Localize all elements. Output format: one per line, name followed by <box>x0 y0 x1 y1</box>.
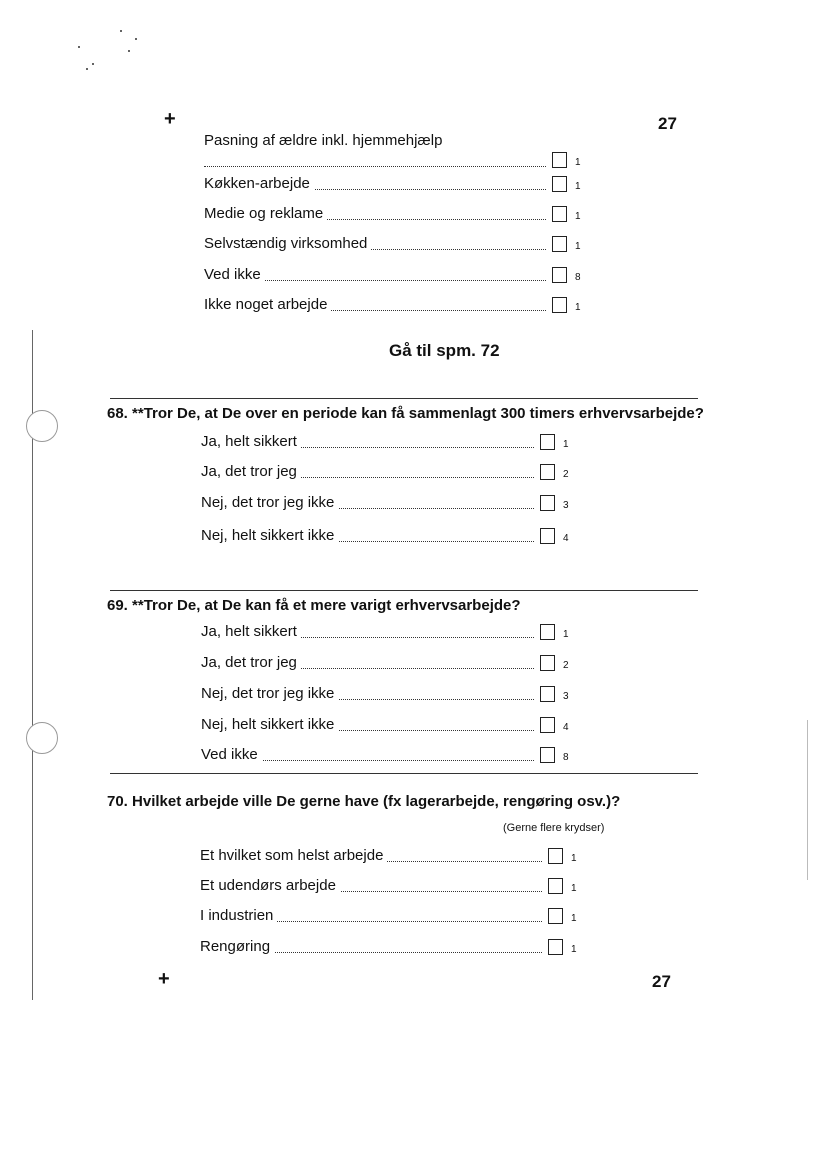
answer-code: 4 <box>563 533 569 544</box>
scan-speck <box>135 38 137 40</box>
option-row[interactable] <box>201 746 570 768</box>
option-row[interactable] <box>204 132 582 168</box>
option-label: Ikke noget arbejde <box>204 296 331 313</box>
answer-code: 8 <box>575 272 581 283</box>
option-label: Nej, det tror jeg ikke <box>201 494 338 511</box>
option-row[interactable] <box>204 266 582 288</box>
option-label: Køkken-arbejde <box>204 175 314 192</box>
option-row[interactable] <box>201 463 570 485</box>
option-row[interactable] <box>201 433 570 455</box>
answer-code: 1 <box>575 211 581 222</box>
divider-rule <box>110 590 698 591</box>
answer-code: 1 <box>571 913 577 924</box>
answer-code: 1 <box>571 853 577 864</box>
answer-code: 1 <box>575 241 581 252</box>
option-row[interactable] <box>200 938 578 960</box>
scan-speck <box>86 68 88 70</box>
checkbox[interactable] <box>548 878 563 894</box>
scan-speck <box>78 46 80 48</box>
page-number-top: 27 <box>658 114 677 133</box>
option-row[interactable] <box>204 235 582 257</box>
option-label: Et hvilket som helst arbejde <box>200 847 387 864</box>
binder-hole-top <box>26 410 58 442</box>
option-row[interactable] <box>204 205 582 227</box>
binder-hole-bottom <box>26 722 58 754</box>
question-69-title: 69. **Tror De, at De kan få et mere varigt erhvervsarbejde? <box>107 597 521 614</box>
option-label: Medie og reklame <box>204 205 327 222</box>
option-row[interactable] <box>200 907 578 929</box>
option-label: Nej, det tror jeg ikke <box>201 685 338 702</box>
option-label: I industrien <box>200 907 277 924</box>
option-label: Ved ikke <box>204 266 265 283</box>
answer-code: 1 <box>571 944 577 955</box>
checkbox[interactable] <box>540 655 555 671</box>
option-row[interactable] <box>201 654 570 676</box>
question-70-note: (Gerne flere krydser) <box>503 822 605 834</box>
checkbox[interactable] <box>540 747 555 763</box>
option-row[interactable] <box>201 685 570 707</box>
checkbox[interactable] <box>552 176 567 192</box>
answer-code: 3 <box>563 500 569 511</box>
answer-code: 1 <box>575 157 581 168</box>
checkbox[interactable] <box>540 528 555 544</box>
checkbox[interactable] <box>548 939 563 955</box>
checkbox[interactable] <box>552 206 567 222</box>
option-label: Ja, helt sikkert <box>201 433 301 450</box>
checkbox[interactable] <box>552 152 567 168</box>
answer-code: 1 <box>575 181 581 192</box>
option-row[interactable] <box>201 527 570 549</box>
option-row[interactable] <box>201 716 570 738</box>
checkbox[interactable] <box>540 495 555 511</box>
option-label: Selvstændig virksomhed <box>204 235 371 252</box>
checkbox[interactable] <box>548 848 563 864</box>
scan-speck <box>92 63 94 65</box>
option-row[interactable] <box>201 623 570 645</box>
answer-code: 1 <box>563 439 569 450</box>
checkbox[interactable] <box>540 686 555 702</box>
checkbox[interactable] <box>540 624 555 640</box>
option-label: Ja, det tror jeg <box>201 654 301 671</box>
answer-code: 1 <box>575 302 581 313</box>
option-label: Pasning af ældre inkl. hjemmehjælp <box>204 132 446 149</box>
option-row[interactable] <box>204 296 582 318</box>
answer-code: 1 <box>563 629 569 640</box>
dot-leader <box>204 166 546 167</box>
scan-speck <box>120 30 122 32</box>
checkbox[interactable] <box>552 267 567 283</box>
goto-instruction: Gå til spm. 72 <box>389 341 500 360</box>
answer-code: 4 <box>563 722 569 733</box>
option-label: Ja, helt sikkert <box>201 623 301 640</box>
option-label: Et udendørs arbejde <box>200 877 340 894</box>
answer-code: 2 <box>563 469 569 480</box>
checkbox[interactable] <box>548 908 563 924</box>
checkbox[interactable] <box>552 236 567 252</box>
option-row[interactable] <box>200 847 578 869</box>
registration-plus-bottom: + <box>158 968 170 990</box>
option-row[interactable] <box>200 877 578 899</box>
question-68-title: 68. **Tror De, at De over en periode kan få sammenlagt 300 timers erhvervsarbejde? <box>107 405 704 422</box>
checkbox[interactable] <box>540 464 555 480</box>
option-label: Nej, helt sikkert ikke <box>201 527 338 544</box>
option-row[interactable] <box>201 494 570 516</box>
right-margin-line <box>807 720 808 880</box>
answer-code: 3 <box>563 691 569 702</box>
divider-rule <box>110 773 698 774</box>
checkbox[interactable] <box>540 434 555 450</box>
option-label: Rengøring <box>200 938 274 955</box>
option-row[interactable] <box>204 175 582 197</box>
option-label: Ved ikke <box>201 746 262 763</box>
page-number-bottom: 27 <box>652 972 671 991</box>
checkbox[interactable] <box>540 717 555 733</box>
option-label: Nej, helt sikkert ikke <box>201 716 338 733</box>
question-70-title: 70. Hvilket arbejde ville De gerne have (fx lagerarbejde, rengøring osv.)? <box>107 793 621 810</box>
answer-code: 8 <box>563 752 569 763</box>
answer-code: 2 <box>563 660 569 671</box>
divider-rule <box>110 398 698 399</box>
answer-code: 1 <box>571 883 577 894</box>
scan-speck <box>128 50 130 52</box>
checkbox[interactable] <box>552 297 567 313</box>
registration-plus-top: + <box>164 108 176 130</box>
option-label: Ja, det tror jeg <box>201 463 301 480</box>
